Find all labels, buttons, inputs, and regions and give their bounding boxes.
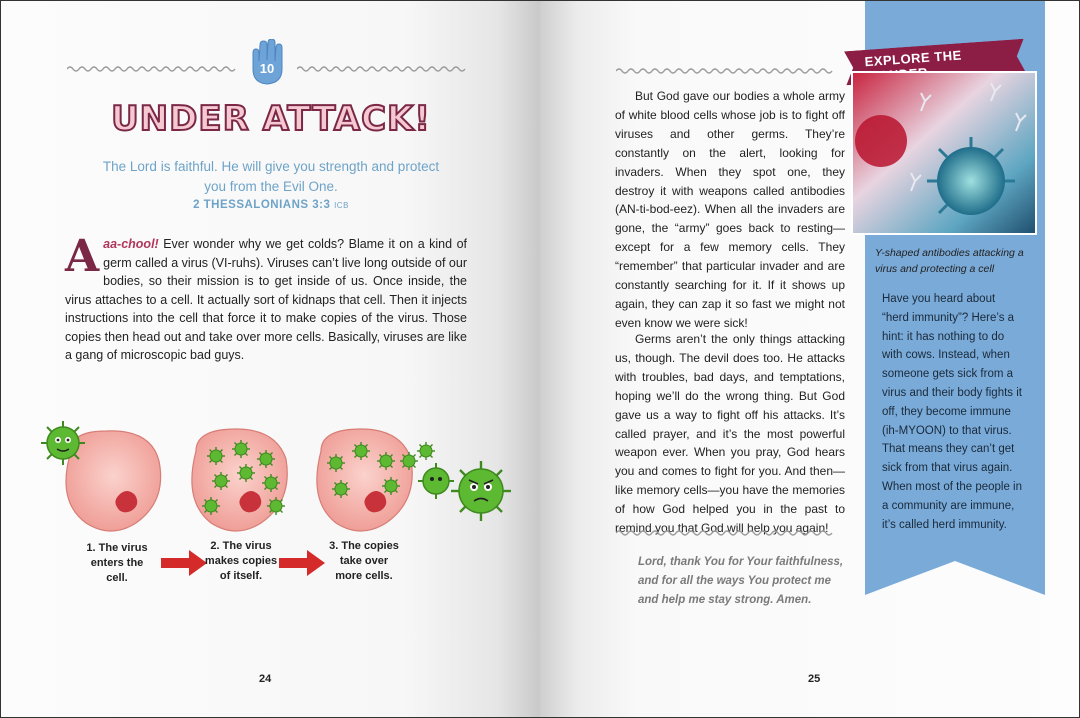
key-verse: The Lord is faithful. He will give you strength and protect you from the Evil One. (102, 159, 440, 194)
explore-banner-label: EXPLORE THE (864, 47, 963, 70)
virus-entering (41, 421, 85, 465)
wavy-divider-bottom (616, 529, 836, 537)
antibody-photo (851, 71, 1037, 235)
intro-body-text: Ever wonder why we get colds? Blame it on a kind of germ called a virus (VI-ruhs). Viruses can’t live long outside of our bodies, so their mission is to get inside of us. Once inside, the virus attaches to a cell. It actually sort of kidnaps that cell. Then it injects instructions into the cell that force it to make copies of the virus. Those copies then head out and take over more cells. Basically, viruses are like a gang of microscopic bad guys. (65, 237, 467, 362)
wavy-divider-top (616, 67, 836, 75)
virus-angry (451, 461, 511, 521)
drop-cap: A (65, 231, 100, 282)
step-1-caption: 1. The virus enters the cell. (86, 542, 148, 584)
herd-immunity-text: Have you heard about “herd immunity”? Here’s a hint: it has nothing to do with cows. Instead, when someone gets sick from a virus and their body fights it off, they become immune (ih-MYOON) to that virus. That means they can’t get sick from that virus again. When most of the people in a community are immune, it’s called herd immunity. (882, 293, 1022, 531)
verse-reference (91, 199, 451, 211)
chapter-number: 10 (259, 61, 275, 76)
intro-body (65, 231, 467, 365)
step-3-caption: 3. The copies take over more cells. (329, 540, 399, 582)
cell-2 (192, 429, 287, 531)
wavy-divider-right (297, 65, 467, 73)
virus-diagram (31, 411, 521, 611)
verse-version: ICB (334, 201, 349, 210)
right-page (540, 1, 1079, 717)
virus-escaping-1 (418, 463, 454, 499)
step-2-caption: 2. The virus makes copies of itself. (204, 540, 278, 582)
photo-caption: Y-shaped antibodies attacking a virus and protecting a cell (875, 247, 1024, 275)
arrow-1 (161, 550, 207, 576)
hand-chapter-icon (245, 39, 289, 85)
lead-in: aa-chool! (103, 237, 159, 251)
arrow-2 (279, 550, 325, 576)
body-paragraph-2: Germs aren’t the only things attacking us, though. The devil does too. He attacks with troubles, bad days, and temptations, hoping we’ll do the wrong thing. But God gave us a way to fight off his attacks. It’s called prayer, and it’s the most powerful weapon ever. When you pray, God hears you and comes to fight for you. And then—like memory cells—you have the memories of how God helped you in the past to remind you that God will help you again! (615, 332, 845, 536)
cell-3 (317, 429, 435, 531)
cell-1 (66, 431, 161, 531)
page-title: UNDER ATTACK! (111, 99, 431, 139)
left-page (1, 1, 540, 717)
page-number-left: 24 (259, 673, 272, 685)
verse-reference-text: 2 THESSALONIANS 3:3 (193, 199, 331, 211)
closing-prayer: Lord, thank You for Your faithfulness, and for all the ways You protect me and help me stay strong. Amen. (638, 556, 844, 606)
wavy-divider-left (67, 65, 237, 73)
page-number-right: 25 (808, 673, 821, 685)
body-paragraph-1: But God gave our bodies a whole army of white blood cells whose job is to fight off viruses and other germs. They’re constantly on the alert, looking for invaders. When they spot one, they destroy it with weapons called antibodies (AN-ti-bod-eez). When all the invaders are gone, the “army” goes back to resting—except for a few memory cells. They “remember” that particular invader and are constantly searching for it. If it shows up again, they can zap it so fast we might not even know we were sick! (615, 89, 845, 330)
